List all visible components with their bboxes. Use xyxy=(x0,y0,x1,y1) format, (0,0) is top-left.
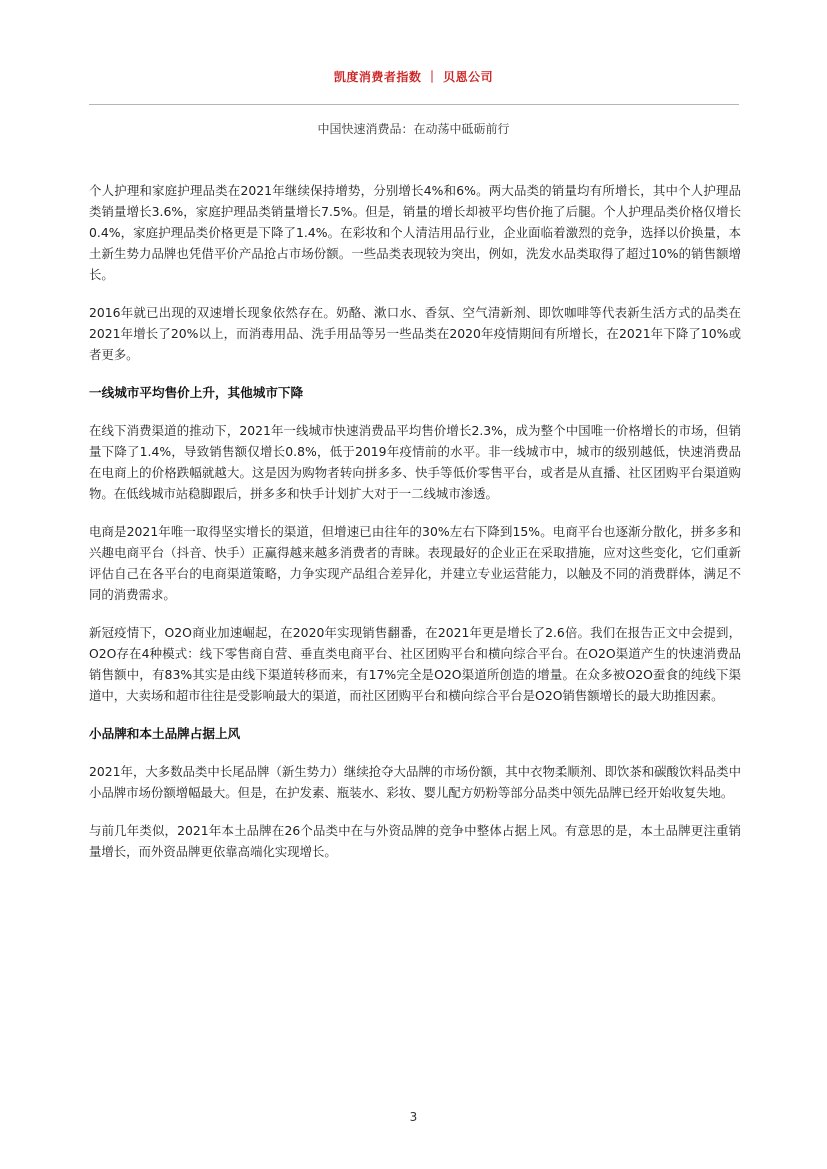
paragraph-two-speed-growth: 2016年就已出现的双速增长现象依然存在。奶酪、漱口水、香氛、空气清新剂、即饮咖啡等代表新生活方式的品类在2021年增长了20%以上，而消毒用品、洗手用品等另一些品类在2020年疫情期间有所增长，在2021年下降了10%或者更多。 xyxy=(89,305,741,362)
paragraph-local-brands: 与前几年类似，2021年本土品牌在26个品类中在与外资品牌的竞争中整体占据上风。有意思的是，本土品牌更注重销量增长，而外资品牌更依靠高端化实现增长。 xyxy=(89,823,741,859)
header-brand: 凯度消费者指数 ｜ 贝恩公司 xyxy=(333,70,494,84)
section-heading-city-tiers: 一线城市平均售价上升，其他城市下降 xyxy=(89,385,304,400)
paragraph-tier1-prices: 在线下消费渠道的推动下，2021年一线城市快速消费品平均售价增长2.3%，成为整个中国唯一价格增长的市场，但销量下降了1.4%，导致销售额仅增长0.8%，低于2019年疫情前的水平。非一线城市中，城市的级别越低，快速消费品在电商上的价格跌幅就越大。这是因为购物者转向拼多多、快手等低价零售平台，或者是从直播、社区团购平台渠道购物。在低线城市站稳脚跟后，拼多多和快手计划扩大对于一二线城市渗透。 xyxy=(89,423,741,501)
section-heading-small-local-brands: 小品牌和本土品牌占据上风 xyxy=(89,726,241,741)
document-body xyxy=(89,180,741,879)
paragraph-o2o: 新冠疫情下，O2O商业加速崛起，在2020年实现销售翻番，在2021年更是增长了2.6倍。我们在报告正文中会提到，O2O存在4种模式：线下零售商自营、垂直类电商平台、社区团购平台和横向综合平台。在O2O渠道产生的快速消费品销售额中，有83%其实是由线下渠道转移而来，有17%完全是O2O渠道所创造的增量。在众多被O2O蚕食的纯线下渠道中，大卖场和超市往往是受影响最大的渠道，而社区团购平台和横向综合平台是O2O销售额增长的最大助推因素。 xyxy=(89,625,741,703)
paragraph-personal-home-care: 个人护理和家庭护理品类在2021年继续保持增势，分别增长4%和6%。两大品类的销量均有所增长，其中个人护理品类销量增长3.6%，家庭护理品类销量增长7.5%。但是，销量的增长却被平均售价拖了后腿。个人护理品类价格仅增长0.4%，家庭护理品类价格更是下降了1.4%。在彩妆和个人清洁用品行业，企业面临着激烈的竞争，选择以价换量，本土新生势力品牌也凭借平价产品抢占市场份额。一些品类表现较为突出，例如，洗发水品类取得了超过10%的销售额增长。 xyxy=(89,183,741,282)
page-number: 3 xyxy=(409,1110,418,1124)
header-divider xyxy=(89,104,739,105)
document-subtitle: 中国快速消费品：在动荡中砥砺前行 xyxy=(317,122,510,136)
paragraph-ecommerce: 电商是2021年唯一取得坚实增长的渠道，但增速已由往年的30%左右下降到15%。电商平台也逐渐分散化，拼多多和兴趣电商平台（抖音、快手）正赢得越来越多消费者的青睐。表现最好的企业正在采取措施，应对这些变化，它们重新评估自己在各平台的电商渠道策略，力争实现产品组合差异化，并建立专业运营能力，以触及不同的消费群体，满足不同的消费需求。 xyxy=(89,524,741,602)
paragraph-long-tail-brands: 2021年，大多数品类中长尾品牌（新生势力）继续抢夺大品牌的市场份额，其中衣物柔顺剂、即饮茶和碳酸饮料品类中小品牌市场份额增幅最大。但是，在护发素、瓶装水、彩妆、婴儿配方奶粉等部分品类中领先品牌已经开始收复失地。 xyxy=(89,764,741,800)
